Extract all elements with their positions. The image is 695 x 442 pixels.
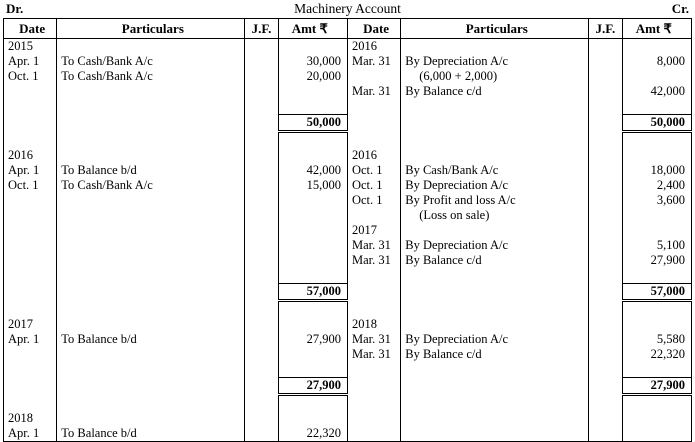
cell-amount-credit: 27,900 bbox=[622, 378, 691, 395]
cell-date-credit: Mar. 31 bbox=[347, 253, 400, 268]
table-row bbox=[4, 332, 692, 347]
cell-amount-credit: 5,580 bbox=[622, 332, 691, 347]
cell-particulars-debit: To Cash/Bank A/c bbox=[57, 178, 245, 193]
table-row bbox=[4, 148, 692, 163]
cell-amount-credit: 50,000 bbox=[622, 115, 691, 132]
cell-date-debit: 2016 bbox=[4, 148, 57, 163]
cell-jf-credit bbox=[589, 39, 622, 55]
cell-amount-debit bbox=[278, 411, 347, 426]
cell-date-debit: Oct. 1 bbox=[4, 69, 57, 84]
col-header-jf-debit: J.F. bbox=[245, 19, 278, 39]
cell-date-debit bbox=[4, 132, 57, 149]
cell-amount-credit bbox=[622, 223, 691, 238]
cell-jf-credit bbox=[589, 54, 622, 69]
cell-date-debit: Apr. 1 bbox=[4, 426, 57, 442]
cell-particulars-credit: By Balance c/d bbox=[401, 253, 589, 268]
table-row bbox=[4, 301, 692, 318]
cell-date-debit: 2018 bbox=[4, 411, 57, 426]
cell-jf-debit bbox=[245, 54, 278, 69]
cell-particulars-debit bbox=[57, 268, 245, 284]
cell-date-credit bbox=[347, 268, 400, 284]
cell-date-credit bbox=[347, 411, 400, 426]
table-row bbox=[4, 378, 692, 395]
cell-date-debit: Apr. 1 bbox=[4, 332, 57, 347]
cell-particulars-credit: By Balance c/d bbox=[401, 347, 589, 362]
cell-particulars-credit: By Balance c/d bbox=[401, 84, 589, 99]
cell-date-credit: Mar. 31 bbox=[347, 332, 400, 347]
cell-jf-debit bbox=[245, 268, 278, 284]
cell-particulars-debit: To Cash/Bank A/c bbox=[57, 54, 245, 69]
cell-date-debit bbox=[4, 301, 57, 318]
table-row bbox=[4, 69, 692, 84]
cell-jf-credit bbox=[589, 69, 622, 84]
cell-particulars-debit bbox=[57, 411, 245, 426]
cell-jf-debit bbox=[245, 99, 278, 115]
cell-particulars-debit bbox=[57, 148, 245, 163]
cell-date-credit: Oct. 1 bbox=[347, 163, 400, 178]
table-header bbox=[4, 19, 692, 39]
cell-particulars-credit bbox=[401, 301, 589, 318]
cell-jf-debit bbox=[245, 115, 278, 132]
cell-date-debit bbox=[4, 362, 57, 378]
cell-particulars-debit bbox=[57, 362, 245, 378]
cell-jf-debit bbox=[245, 148, 278, 163]
cell-amount-debit: 15,000 bbox=[278, 178, 347, 193]
cell-particulars-debit bbox=[57, 208, 245, 223]
cell-amount-credit bbox=[622, 148, 691, 163]
cell-particulars-credit: By Cash/Bank A/c bbox=[401, 163, 589, 178]
cell-date-credit bbox=[347, 426, 400, 442]
cell-date-debit: Oct. 1 bbox=[4, 178, 57, 193]
cell-date-credit: Oct. 1 bbox=[347, 178, 400, 193]
debit-side-label: Dr. bbox=[6, 1, 24, 16]
cell-amount-credit bbox=[622, 426, 691, 442]
cell-date-debit bbox=[4, 268, 57, 284]
cell-amount-credit bbox=[622, 411, 691, 426]
cell-amount-debit bbox=[278, 148, 347, 163]
cell-amount-debit: 57,000 bbox=[278, 284, 347, 301]
cell-date-credit bbox=[347, 395, 400, 412]
cell-jf-debit bbox=[245, 395, 278, 412]
cell-amount-debit bbox=[278, 193, 347, 208]
cell-date-credit: 2016 bbox=[347, 148, 400, 163]
cell-jf-credit bbox=[589, 178, 622, 193]
cell-particulars-credit bbox=[401, 362, 589, 378]
cell-jf-credit bbox=[589, 411, 622, 426]
cell-jf-credit bbox=[589, 268, 622, 284]
cell-jf-credit bbox=[589, 253, 622, 268]
cell-particulars-debit bbox=[57, 132, 245, 149]
cell-jf-credit bbox=[589, 347, 622, 362]
table-row bbox=[4, 208, 692, 223]
cell-jf-credit bbox=[589, 163, 622, 178]
cell-particulars-credit bbox=[401, 378, 589, 395]
cell-amount-credit: 2,400 bbox=[622, 178, 691, 193]
cell-particulars-debit bbox=[57, 39, 245, 55]
cell-jf-debit bbox=[245, 193, 278, 208]
cell-amount-credit bbox=[622, 39, 691, 55]
cell-date-debit: Apr. 1 bbox=[4, 54, 57, 69]
cell-amount-debit bbox=[278, 317, 347, 332]
cell-amount-debit: 30,000 bbox=[278, 54, 347, 69]
cell-particulars-debit bbox=[57, 115, 245, 132]
cell-date-debit bbox=[4, 238, 57, 253]
table-row bbox=[4, 268, 692, 284]
cell-particulars-credit bbox=[401, 39, 589, 55]
cell-particulars-debit bbox=[57, 223, 245, 238]
table-row bbox=[4, 132, 692, 149]
cell-particulars-credit: By Profit and loss A/c bbox=[401, 193, 589, 208]
cell-amount-debit: 27,900 bbox=[278, 378, 347, 395]
cell-jf-debit bbox=[245, 362, 278, 378]
cell-amount-credit bbox=[622, 268, 691, 284]
table-row bbox=[4, 223, 692, 238]
cell-date-debit bbox=[4, 99, 57, 115]
cell-date-credit bbox=[347, 99, 400, 115]
cell-particulars-credit bbox=[401, 132, 589, 149]
cell-jf-credit bbox=[589, 317, 622, 332]
cell-date-debit bbox=[4, 253, 57, 268]
cell-amount-credit bbox=[622, 395, 691, 412]
col-header-date-debit: Date bbox=[4, 19, 57, 39]
cell-jf-debit bbox=[245, 426, 278, 442]
cell-amount-credit: 18,000 bbox=[622, 163, 691, 178]
cell-amount-debit: 42,000 bbox=[278, 163, 347, 178]
cell-date-debit bbox=[4, 223, 57, 238]
cell-particulars-credit: (6,000 + 2,000) bbox=[401, 69, 589, 84]
cell-particulars-credit: (Loss on sale) bbox=[401, 208, 589, 223]
col-header-particulars-debit: Particulars bbox=[57, 19, 245, 39]
cell-amount-credit bbox=[622, 69, 691, 84]
cell-particulars-debit bbox=[57, 395, 245, 412]
cell-amount-credit: 57,000 bbox=[622, 284, 691, 301]
cell-date-debit: Apr. 1 bbox=[4, 163, 57, 178]
cell-date-debit bbox=[4, 208, 57, 223]
col-header-amount-debit: Amt ₹ bbox=[278, 19, 347, 39]
cell-date-debit bbox=[4, 193, 57, 208]
cell-jf-credit bbox=[589, 223, 622, 238]
cell-particulars-credit: By Depreciation A/c bbox=[401, 238, 589, 253]
cell-date-credit bbox=[347, 378, 400, 395]
cell-jf-credit bbox=[589, 238, 622, 253]
cell-date-credit bbox=[347, 301, 400, 318]
cell-jf-credit bbox=[589, 208, 622, 223]
cell-date-credit: 2017 bbox=[347, 223, 400, 238]
cell-date-credit bbox=[347, 69, 400, 84]
cell-jf-debit bbox=[245, 84, 278, 99]
cell-amount-credit: 3,600 bbox=[622, 193, 691, 208]
cell-jf-credit bbox=[589, 132, 622, 149]
cell-amount-debit bbox=[278, 395, 347, 412]
cell-particulars-credit bbox=[401, 268, 589, 284]
cell-jf-credit bbox=[589, 115, 622, 132]
cell-particulars-credit bbox=[401, 317, 589, 332]
cell-jf-credit bbox=[589, 148, 622, 163]
cell-particulars-credit bbox=[401, 284, 589, 301]
table-row bbox=[4, 84, 692, 99]
account-title: Machinery Account bbox=[294, 1, 401, 16]
cell-date-credit bbox=[347, 362, 400, 378]
cell-amount-credit bbox=[622, 99, 691, 115]
table-row bbox=[4, 99, 692, 115]
cell-particulars-credit bbox=[401, 115, 589, 132]
cell-jf-debit bbox=[245, 238, 278, 253]
cell-particulars-credit bbox=[401, 99, 589, 115]
cell-particulars-debit bbox=[57, 193, 245, 208]
cell-particulars-debit bbox=[57, 253, 245, 268]
table-row bbox=[4, 163, 692, 178]
cell-amount-debit bbox=[278, 39, 347, 55]
cell-amount-debit bbox=[278, 99, 347, 115]
table-body bbox=[4, 39, 692, 442]
cell-date-credit: Mar. 31 bbox=[347, 84, 400, 99]
table-row bbox=[4, 411, 692, 426]
cell-date-credit: Mar. 31 bbox=[347, 54, 400, 69]
cell-date-credit: 2016 bbox=[347, 39, 400, 55]
cell-particulars-credit: By Depreciation A/c bbox=[401, 332, 589, 347]
table-row bbox=[4, 193, 692, 208]
cell-jf-credit bbox=[589, 193, 622, 208]
table-row bbox=[4, 317, 692, 332]
cell-amount-debit: 50,000 bbox=[278, 115, 347, 132]
cell-particulars-credit: By Depreciation A/c bbox=[401, 178, 589, 193]
cell-jf-credit bbox=[589, 362, 622, 378]
cell-amount-debit bbox=[278, 347, 347, 362]
cell-particulars-credit bbox=[401, 223, 589, 238]
cell-particulars-debit bbox=[57, 84, 245, 99]
cell-date-debit bbox=[4, 84, 57, 99]
cell-jf-credit bbox=[589, 332, 622, 347]
table-row bbox=[4, 395, 692, 412]
table-row bbox=[4, 426, 692, 442]
table-row bbox=[4, 253, 692, 268]
cell-jf-debit bbox=[245, 301, 278, 318]
cell-jf-debit bbox=[245, 332, 278, 347]
table-row bbox=[4, 178, 692, 193]
cell-jf-debit bbox=[245, 69, 278, 84]
cell-jf-debit bbox=[245, 163, 278, 178]
table-row bbox=[4, 39, 692, 55]
cell-amount-credit: 8,000 bbox=[622, 54, 691, 69]
col-header-date-credit: Date bbox=[347, 19, 400, 39]
cell-date-debit bbox=[4, 115, 57, 132]
cell-particulars-debit: To Balance b/d bbox=[57, 163, 245, 178]
cell-jf-credit bbox=[589, 84, 622, 99]
cell-jf-debit bbox=[245, 223, 278, 238]
cell-amount-credit: 22,320 bbox=[622, 347, 691, 362]
cell-amount-debit bbox=[278, 132, 347, 149]
cell-date-debit bbox=[4, 395, 57, 412]
cell-date-credit bbox=[347, 115, 400, 132]
cell-particulars-debit bbox=[57, 284, 245, 301]
cell-amount-credit bbox=[622, 362, 691, 378]
table-row bbox=[4, 54, 692, 69]
cell-jf-credit bbox=[589, 426, 622, 442]
cell-particulars-credit bbox=[401, 426, 589, 442]
table-row bbox=[4, 347, 692, 362]
cell-jf-debit bbox=[245, 378, 278, 395]
cell-amount-debit bbox=[278, 268, 347, 284]
cell-jf-credit bbox=[589, 378, 622, 395]
cell-amount-debit bbox=[278, 238, 347, 253]
cell-jf-credit bbox=[589, 284, 622, 301]
cell-jf-debit bbox=[245, 253, 278, 268]
table-row bbox=[4, 115, 692, 132]
cell-date-debit bbox=[4, 347, 57, 362]
cell-jf-debit bbox=[245, 208, 278, 223]
cell-particulars-debit bbox=[57, 238, 245, 253]
col-header-jf-credit: J.F. bbox=[589, 19, 622, 39]
cell-date-debit bbox=[4, 378, 57, 395]
cell-amount-debit bbox=[278, 84, 347, 99]
cell-amount-credit bbox=[622, 317, 691, 332]
cell-date-debit: 2017 bbox=[4, 317, 57, 332]
col-header-amount-credit: Amt ₹ bbox=[622, 19, 691, 39]
header-row bbox=[4, 19, 692, 39]
table-row bbox=[4, 238, 692, 253]
cell-particulars-debit: To Balance b/d bbox=[57, 332, 245, 347]
cell-particulars-credit bbox=[401, 395, 589, 412]
cell-amount-credit: 27,900 bbox=[622, 253, 691, 268]
cell-particulars-credit bbox=[401, 148, 589, 163]
ledger-header bbox=[0, 0, 695, 18]
cell-amount-credit: 5,100 bbox=[622, 238, 691, 253]
cell-amount-debit bbox=[278, 301, 347, 318]
cell-amount-debit: 20,000 bbox=[278, 69, 347, 84]
cell-date-credit bbox=[347, 132, 400, 149]
cell-amount-credit bbox=[622, 208, 691, 223]
cell-particulars-debit bbox=[57, 347, 245, 362]
credit-side-label: Cr. bbox=[671, 1, 689, 16]
cell-amount-credit bbox=[622, 301, 691, 318]
cell-jf-credit bbox=[589, 99, 622, 115]
cell-jf-debit bbox=[245, 347, 278, 362]
cell-date-debit: 2015 bbox=[4, 39, 57, 55]
cell-amount-debit bbox=[278, 253, 347, 268]
cell-date-credit: 2018 bbox=[347, 317, 400, 332]
cell-amount-credit: 42,000 bbox=[622, 84, 691, 99]
cell-date-debit bbox=[4, 284, 57, 301]
cell-jf-debit bbox=[245, 39, 278, 55]
cell-particulars-debit bbox=[57, 378, 245, 395]
cell-amount-credit bbox=[622, 132, 691, 149]
cell-particulars-debit bbox=[57, 301, 245, 318]
cell-particulars-debit bbox=[57, 99, 245, 115]
cell-particulars-debit bbox=[57, 317, 245, 332]
col-header-particulars-credit: Particulars bbox=[401, 19, 589, 39]
cell-particulars-credit: By Depreciation A/c bbox=[401, 54, 589, 69]
cell-particulars-credit bbox=[401, 411, 589, 426]
cell-particulars-debit: To Cash/Bank A/c bbox=[57, 69, 245, 84]
cell-amount-debit bbox=[278, 223, 347, 238]
cell-jf-debit bbox=[245, 411, 278, 426]
cell-jf-debit bbox=[245, 284, 278, 301]
cell-date-credit bbox=[347, 284, 400, 301]
cell-jf-credit bbox=[589, 395, 622, 412]
cell-amount-debit bbox=[278, 208, 347, 223]
cell-jf-debit bbox=[245, 178, 278, 193]
cell-amount-debit: 22,320 bbox=[278, 426, 347, 442]
cell-date-credit: Oct. 1 bbox=[347, 193, 400, 208]
cell-jf-debit bbox=[245, 317, 278, 332]
cell-particulars-debit: To Balance b/d bbox=[57, 426, 245, 442]
cell-date-credit bbox=[347, 208, 400, 223]
machinery-account-table bbox=[3, 18, 692, 442]
cell-date-credit: Mar. 31 bbox=[347, 347, 400, 362]
table-row bbox=[4, 284, 692, 301]
cell-jf-debit bbox=[245, 132, 278, 149]
cell-jf-credit bbox=[589, 301, 622, 318]
table-row bbox=[4, 362, 692, 378]
cell-amount-debit bbox=[278, 362, 347, 378]
cell-date-credit: Mar. 31 bbox=[347, 238, 400, 253]
cell-amount-debit: 27,900 bbox=[278, 332, 347, 347]
